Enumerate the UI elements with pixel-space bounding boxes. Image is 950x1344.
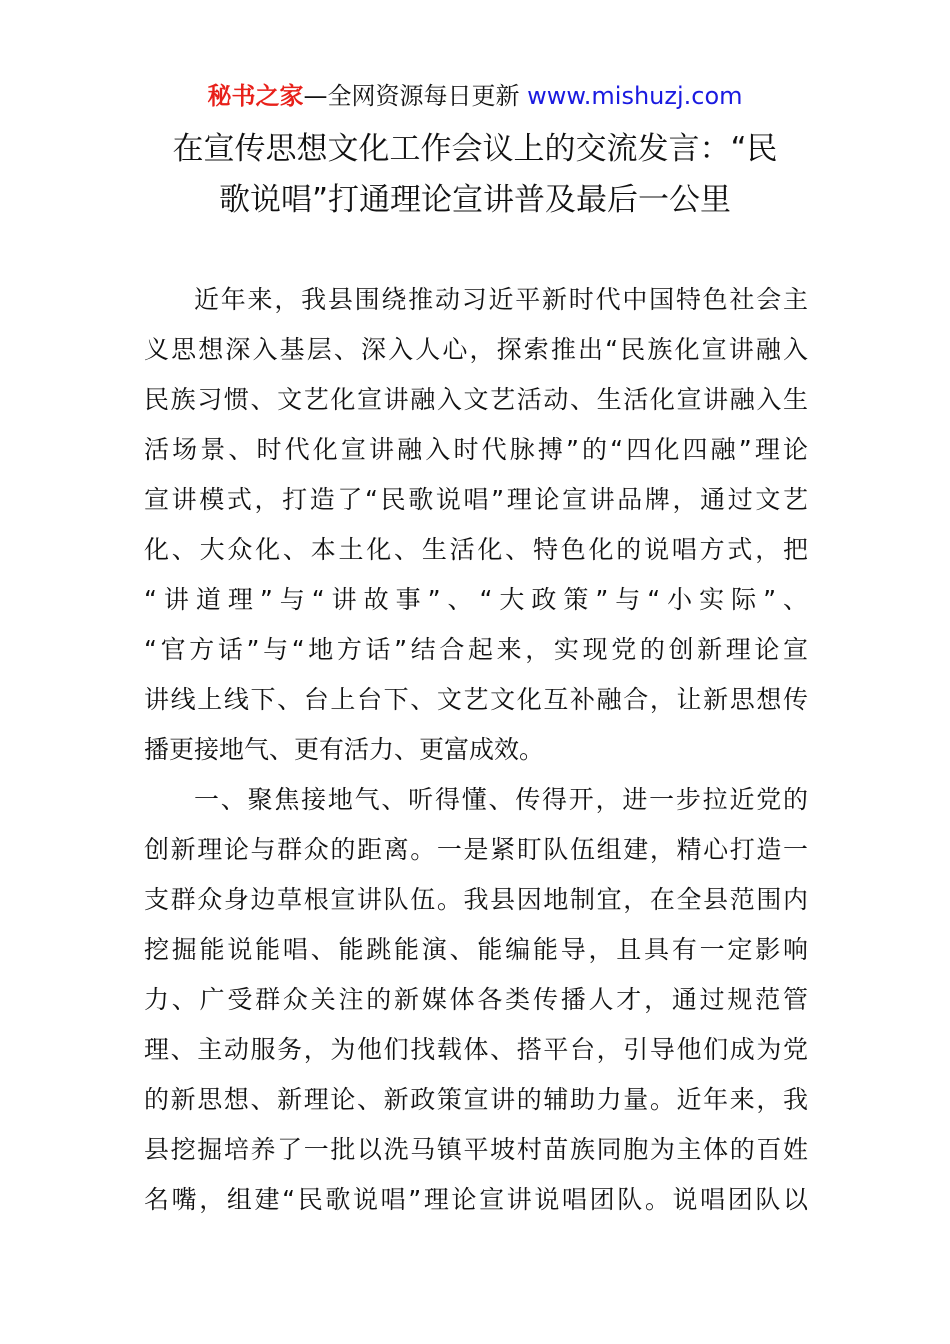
text-line: 义思想深入基层、深入人心，探索推出“民族化宣讲融入 [144,335,808,364]
text-line: 近年来，我县围绕推动习近平新时代中国特色社会主 [194,285,808,314]
document-body [144,275,808,1225]
text-line: 名嘴，组建“民歌说唱”理论宣讲说唱团队。说唱团队以 [144,1185,808,1214]
site-header [0,80,950,112]
text-line: 一、聚焦接地气、听得懂、传得开，进一步拉近党的 [194,785,808,814]
text-line: 播更接地气、更有活力、更富成效。 [144,735,545,764]
text-line: 挖掘能说能唱、能跳能演、能编能导，且具有一定影响 [144,935,808,964]
document-title [140,124,810,226]
text-line: 创新理论与群众的距离。一是紧盯队伍组建，精心打造一 [144,835,808,864]
site-brand: 秘书之家 [207,82,304,110]
text-line: 理、主动服务，为他们找载体、搭平台，引导他们成为党 [144,1035,808,1064]
text-line: 活场景、时代化宣讲融入时代脉搏”的“四化四融”理论 [144,435,808,464]
text-line: 民族习惯、文艺化宣讲融入文艺活动、生活化宣讲融入生 [144,385,808,414]
text-line: “官方话”与“地方话”结合起来，实现党的创新理论宣 [144,635,808,664]
paragraph-section-one [144,775,808,1225]
site-url-link[interactable]: www.mishuzj.com [527,82,743,110]
text-line: 的新思想、新理论、新政策宣讲的辅助力量。近年来，我 [144,1085,808,1114]
text-line: 化、大众化、本土化、生活化、特色化的说唱方式，把 [144,535,808,564]
paragraph-intro [144,275,808,775]
site-tagline: —全网资源每日更新 [303,82,528,110]
text-line: 支群众身边草根宣讲队伍。我县因地制宜，在全县范围内 [144,885,808,914]
title-line: 在宣传思想文化工作会议上的交流发言：“民 [172,131,778,167]
text-line: 力、广受群众关注的新媒体各类传播人才，通过规范管 [144,985,808,1014]
title-line: 歌说唱”打通理论宣讲普及最后一公里 [218,182,732,218]
text-line: 讲线上线下、台上台下、文艺文化互补融合，让新思想传 [144,685,808,714]
text-line: 县挖掘培养了一批以洗马镇平坡村苗族同胞为主体的百姓 [144,1135,808,1164]
text-line: 宣讲模式，打造了“民歌说唱”理论宣讲品牌，通过文艺 [144,485,808,514]
text-line: “讲道理”与“讲故事”、“大政策”与“小实际”、 [144,585,808,614]
